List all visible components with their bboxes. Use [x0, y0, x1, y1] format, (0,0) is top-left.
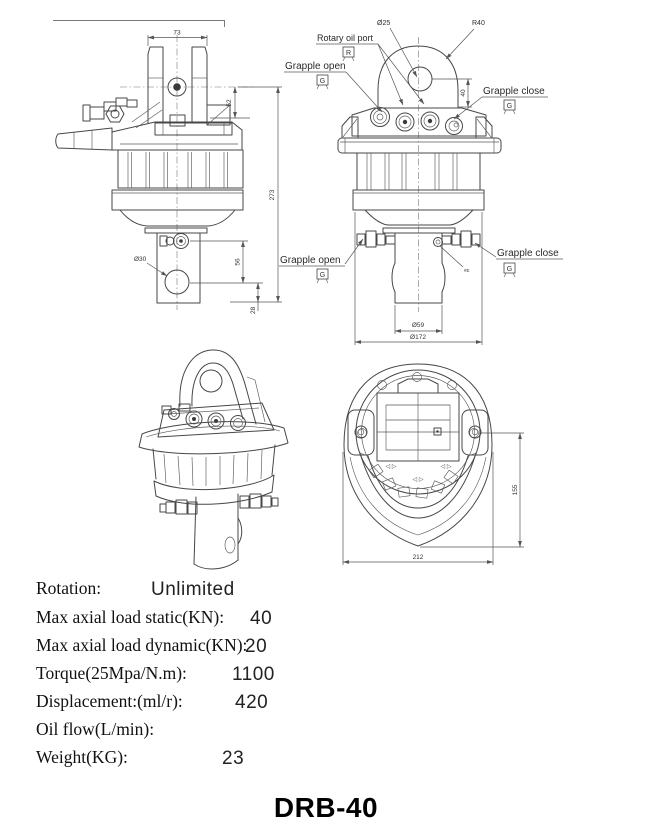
spec-label: Max axial load dynamic(KN): [36, 635, 248, 655]
shaft-3d [160, 494, 278, 569]
centerlines [120, 35, 255, 310]
dim-shaft-dia: Ø59 [411, 322, 425, 329]
spec-label: Weight(KG): [36, 747, 128, 767]
label-grapple-close-bottom: Grapple close [497, 248, 559, 259]
dim-height: 155 [512, 484, 519, 496]
dim-shackle-radius: R40 [472, 20, 485, 27]
spec-row-static-load [36, 607, 273, 631]
top-flange [56, 122, 242, 150]
port-symbol-g-close-top [504, 100, 515, 114]
spec-label: Displacement:(ml/r): [36, 691, 183, 711]
dim-width: 212 [412, 554, 424, 561]
front-view-dimensions [134, 30, 282, 315]
dim-body-dia: Ø172 [410, 334, 426, 341]
center-body [377, 379, 459, 461]
label-drain-port: #E [464, 268, 470, 273]
lifting-shackle-dome [378, 46, 458, 107]
spec-value: 23 [222, 748, 245, 769]
port-symbol-g-letter: G [506, 266, 513, 273]
dim-lift-hole-dia: Ø25 [377, 20, 391, 27]
spec-row-rotation [36, 578, 235, 602]
rotator-drum [112, 150, 243, 233]
port-symbol-r-letter: R [345, 50, 352, 57]
bottom-view-drawing [330, 352, 530, 577]
spec-label: Max axial load static(KN): [36, 607, 225, 627]
dim-top-width: 73 [173, 29, 181, 37]
label-grapple-open-bottom: Grapple open [280, 255, 341, 266]
side-view-drawing [278, 5, 570, 350]
dim-total-height: 273 [269, 189, 276, 201]
bolt-hole [413, 373, 422, 382]
side-view-callouts [279, 20, 563, 345]
spec-label: Oil flow(L/min): [36, 719, 155, 739]
spec-row-displacement [36, 691, 269, 715]
cast-mark-right: ◁ ▷ [440, 464, 452, 470]
spec-value: 420 [235, 692, 269, 713]
spec-row-torque [36, 663, 275, 687]
spec-value: 1100 [232, 664, 275, 685]
label-grapple-close-top: Grapple close [483, 86, 545, 97]
spec-value: 20 [245, 636, 268, 657]
spec-table [36, 576, 336, 776]
grapple-hanger-arcs [360, 453, 476, 518]
model-title: DRB-40 [273, 792, 379, 823]
dim-hole-offset: 40 [460, 89, 467, 97]
shackle-3d [180, 350, 265, 424]
cast-mark-center: ◁ ▷ [412, 477, 424, 483]
port-symbol-g-close-bottom [504, 263, 515, 277]
spec-row-oil-flow [36, 719, 154, 743]
dim-hole-to-end: 28 [250, 306, 257, 314]
front-view-drawing [20, 10, 282, 328]
port-symbol-g-open-bottom [317, 269, 328, 283]
cast-mark-left: ◁ ▷ [385, 464, 397, 470]
spec-value: 40 [250, 608, 273, 629]
perspective-view-drawing [122, 342, 307, 574]
port-symbol-g-letter: G [506, 103, 513, 110]
spec-row-weight [36, 747, 245, 771]
spec-label: Torque(25Mpa/N.m): [36, 663, 187, 683]
dim-fitting-to-hole: 56 [234, 258, 242, 266]
port-symbol-r [343, 47, 354, 61]
spec-label: Rotation: [36, 578, 102, 598]
dim-pin-to-bracket: 52 [226, 99, 233, 107]
spec-row-dynamic-load [36, 635, 268, 659]
flange-3d [139, 422, 288, 454]
valve-body-band [342, 108, 492, 139]
label-rotary-oil-port: Rotary oil port [317, 33, 374, 43]
port-symbol-g-letter: G [319, 78, 326, 85]
spec-value: Unlimited [151, 579, 235, 600]
flange-and-drum [338, 138, 501, 233]
shackle-hole-3d [200, 370, 222, 392]
port-symbol-g-letter: G [319, 272, 326, 279]
label-shaft-hole-dia: Ø30 [134, 256, 147, 263]
port-symbol-g-open-top [317, 75, 328, 89]
label-grapple-open-top: Grapple open [285, 61, 346, 72]
bottom-view-dimensions [343, 433, 524, 565]
top-plate-3d [158, 403, 274, 437]
output-shaft [157, 233, 200, 303]
pin-hole-center [173, 83, 181, 91]
